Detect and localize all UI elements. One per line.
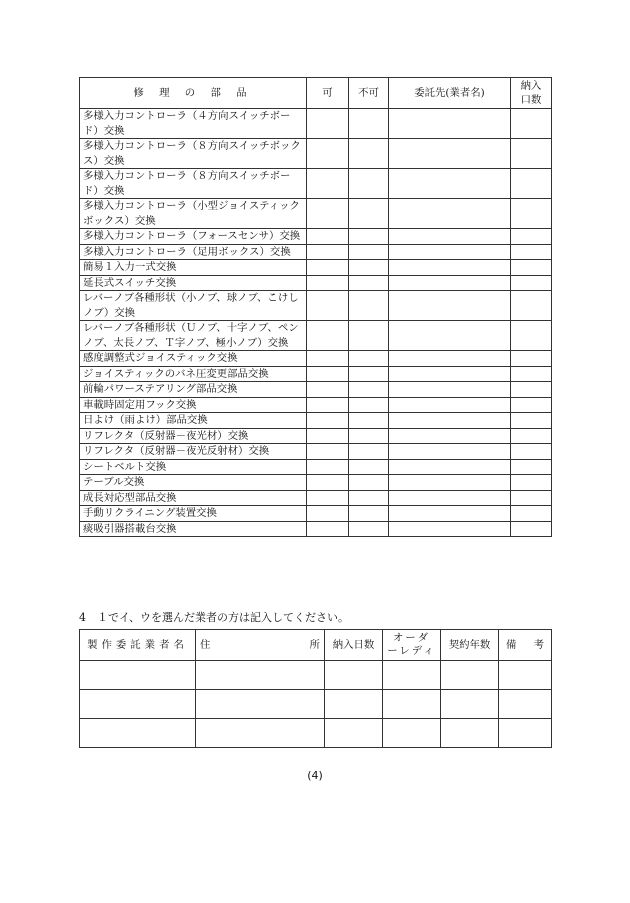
remarks-cell[interactable] xyxy=(499,690,552,719)
delivery-days-cell[interactable] xyxy=(511,366,552,382)
delivery-days-cell[interactable] xyxy=(511,199,552,229)
vendor-name-cell[interactable] xyxy=(80,661,196,690)
part-name-cell: 多様入力コントローラ（フォースセンサ）交換 xyxy=(80,229,307,245)
contractor-cell[interactable] xyxy=(389,229,511,245)
header-ok: 可 xyxy=(307,78,349,109)
table-row xyxy=(80,459,552,475)
ok-cell[interactable] xyxy=(307,413,349,429)
table-row xyxy=(80,444,552,460)
table-row xyxy=(80,475,552,491)
ok-cell[interactable] xyxy=(307,139,349,169)
header-part: 修 理 の 部 品 xyxy=(80,78,307,109)
not-ok-cell[interactable] xyxy=(349,506,389,522)
delivery-days-cell[interactable] xyxy=(511,444,552,460)
contractor-cell[interactable] xyxy=(389,275,511,291)
contractor-cell[interactable] xyxy=(389,321,511,351)
header-not-ok: 不可 xyxy=(349,78,389,109)
part-name-cell: レバーノブ各種形状（小ノブ、球ノブ、こけしノブ）交換 xyxy=(80,291,307,321)
contractor-cell[interactable] xyxy=(389,475,511,491)
header-remarks-a: 備 xyxy=(506,638,517,651)
remarks-cell[interactable] xyxy=(499,661,552,690)
ok-cell[interactable] xyxy=(307,506,349,522)
not-ok-cell[interactable] xyxy=(349,459,389,475)
header-vendor-delivery-days: 納入日数 xyxy=(325,630,383,661)
part-name-cell: 多様入力コントローラ（４方向スイッチボード）交換 xyxy=(80,109,307,139)
table-row xyxy=(80,139,552,169)
header-address-a: 住 xyxy=(200,638,211,651)
not-ok-cell[interactable] xyxy=(349,139,389,169)
table-row xyxy=(80,321,552,351)
header-address xyxy=(196,630,325,661)
table-row xyxy=(80,366,552,382)
not-ok-cell[interactable] xyxy=(349,428,389,444)
address-cell[interactable] xyxy=(196,719,325,748)
header-delivery-days: 納入口数 xyxy=(511,78,552,109)
contract-years-cell[interactable] xyxy=(441,690,499,719)
part-name-cell: ジョイスティックのバネ圧変更部品交換 xyxy=(80,366,307,382)
table-row xyxy=(80,229,552,245)
remarks-cell[interactable] xyxy=(499,719,552,748)
contractor-cell[interactable] xyxy=(389,109,511,139)
part-name-cell: テーブル交換 xyxy=(80,475,307,491)
ok-cell[interactable] xyxy=(307,366,349,382)
table-row xyxy=(80,351,552,367)
part-name-cell: 車載時固定用フック交換 xyxy=(80,397,307,413)
contract-years-cell[interactable] xyxy=(441,661,499,690)
contractor-cell[interactable] xyxy=(389,506,511,522)
ok-cell[interactable] xyxy=(307,229,349,245)
part-name-cell: 手動リクライニング装置交換 xyxy=(80,506,307,522)
order-made-cell[interactable] xyxy=(383,719,441,748)
delivery-days-cell[interactable] xyxy=(511,521,552,537)
delivery-days-cell[interactable] xyxy=(511,506,552,522)
table-row xyxy=(80,690,552,719)
part-name-cell: 多様入力コントローラ（８方向スイッチボックス）交換 xyxy=(80,139,307,169)
not-ok-cell[interactable] xyxy=(349,275,389,291)
ok-cell[interactable] xyxy=(307,244,349,260)
ok-cell[interactable] xyxy=(307,199,349,229)
ok-cell[interactable] xyxy=(307,397,349,413)
vendor-name-cell[interactable] xyxy=(80,719,196,748)
not-ok-cell[interactable] xyxy=(349,260,389,276)
not-ok-cell[interactable] xyxy=(349,521,389,537)
address-cell[interactable] xyxy=(196,690,325,719)
ok-cell[interactable] xyxy=(307,109,349,139)
contractor-cell[interactable] xyxy=(389,413,511,429)
part-name-cell: 成長対応型部品交換 xyxy=(80,490,307,506)
contractor-cell[interactable] xyxy=(389,366,511,382)
part-name-cell: 多様入力コントローラ（小型ジョイスティックボックス）交換 xyxy=(80,199,307,229)
delivery-days-cell[interactable] xyxy=(511,244,552,260)
contractor-cell[interactable] xyxy=(389,521,511,537)
part-name-cell: リフレクタ（反射器－夜光反射材）交換 xyxy=(80,444,307,460)
table-row xyxy=(80,661,552,690)
delivery-days-cell[interactable] xyxy=(511,229,552,245)
not-ok-cell[interactable] xyxy=(349,109,389,139)
not-ok-cell[interactable] xyxy=(349,475,389,491)
table-row xyxy=(80,169,552,199)
contract-years-cell[interactable] xyxy=(441,719,499,748)
not-ok-cell[interactable] xyxy=(349,366,389,382)
not-ok-cell[interactable] xyxy=(349,321,389,351)
part-name-cell: 延長式スイッチ交換 xyxy=(80,275,307,291)
table-row xyxy=(80,382,552,398)
contractor-cell[interactable] xyxy=(389,459,511,475)
part-name-cell: 痰吸引器搭載台交換 xyxy=(80,521,307,537)
table-row xyxy=(80,109,552,139)
not-ok-cell[interactable] xyxy=(349,382,389,398)
ok-cell[interactable] xyxy=(307,169,349,199)
table-row xyxy=(80,260,552,276)
delivery-days-cell[interactable] xyxy=(511,291,552,321)
table-row xyxy=(80,244,552,260)
contractor-cell[interactable] xyxy=(389,382,511,398)
not-ok-cell[interactable] xyxy=(349,413,389,429)
header-contractor: 委託先(業者名) xyxy=(389,78,511,109)
part-name-cell: 多様入力コントローラ（足用ボックス）交換 xyxy=(80,244,307,260)
delivery-days-cell[interactable] xyxy=(511,459,552,475)
contractor-cell[interactable] xyxy=(389,199,511,229)
ok-cell[interactable] xyxy=(307,351,349,367)
contractor-cell[interactable] xyxy=(389,428,511,444)
table-row xyxy=(80,719,552,748)
instruction-note: 4 １でイ、ウを選んだ業者の方は記入してください。 xyxy=(79,611,350,624)
not-ok-cell[interactable] xyxy=(349,444,389,460)
vendor-table xyxy=(79,629,552,748)
not-ok-cell[interactable] xyxy=(349,397,389,413)
delivery-days-cell[interactable] xyxy=(511,413,552,429)
table-row xyxy=(80,490,552,506)
header-remarks-b: 考 xyxy=(533,638,544,651)
delivery-days-cell[interactable] xyxy=(511,109,552,139)
order-made-cell[interactable] xyxy=(383,690,441,719)
contractor-cell[interactable] xyxy=(389,260,511,276)
delivery-days-cell[interactable] xyxy=(511,428,552,444)
ok-cell[interactable] xyxy=(307,275,349,291)
header-contract-years: 契約年数 xyxy=(441,630,499,661)
ok-cell[interactable] xyxy=(307,291,349,321)
table-row xyxy=(80,275,552,291)
delivery-days-cell[interactable] xyxy=(511,351,552,367)
vendor-table-body xyxy=(80,661,552,748)
header-address-b: 所 xyxy=(309,638,320,651)
contractor-cell[interactable] xyxy=(389,351,511,367)
part-name-cell: リフレクタ（反射器－夜光材）交換 xyxy=(80,428,307,444)
ok-cell[interactable] xyxy=(307,490,349,506)
table-row xyxy=(80,428,552,444)
contractor-cell[interactable] xyxy=(389,244,511,260)
ok-cell[interactable] xyxy=(307,321,349,351)
not-ok-cell[interactable] xyxy=(349,490,389,506)
parts-table xyxy=(79,77,552,537)
not-ok-cell[interactable] xyxy=(349,351,389,367)
delivery-days-cell[interactable] xyxy=(511,139,552,169)
part-name-cell: 多様入力コントローラ（８方向スイッチボード）交換 xyxy=(80,169,307,199)
page-number: (4) xyxy=(307,769,323,782)
ok-cell[interactable] xyxy=(307,260,349,276)
delivery-days-cell[interactable] xyxy=(511,321,552,351)
part-name-cell: シートベルト交換 xyxy=(80,459,307,475)
header-remarks xyxy=(499,630,552,661)
contractor-cell[interactable] xyxy=(389,444,511,460)
part-name-cell: レバーノブ各種形状（Ｕノブ、十字ノブ、ペンノブ、太長ノブ、Ｔ字ノブ、極小ノブ）交換 xyxy=(80,321,307,351)
delivery-days-cell[interactable] xyxy=(325,719,383,748)
not-ok-cell[interactable] xyxy=(349,169,389,199)
delivery-days-cell[interactable] xyxy=(511,475,552,491)
contractor-cell[interactable] xyxy=(389,169,511,199)
not-ok-cell[interactable] xyxy=(349,291,389,321)
header-vendor-name: 製作委託業者名 xyxy=(80,630,196,661)
table-row xyxy=(80,506,552,522)
contractor-cell[interactable] xyxy=(389,291,511,321)
table-row xyxy=(80,291,552,321)
delivery-days-cell[interactable] xyxy=(325,690,383,719)
not-ok-cell[interactable] xyxy=(349,229,389,245)
delivery-days-cell[interactable] xyxy=(511,169,552,199)
part-name-cell: 前輪パワーステアリング部品交換 xyxy=(80,382,307,398)
contractor-cell[interactable] xyxy=(389,490,511,506)
ok-cell[interactable] xyxy=(307,382,349,398)
ok-cell[interactable] xyxy=(307,475,349,491)
order-made-cell[interactable] xyxy=(383,661,441,690)
delivery-days-cell[interactable] xyxy=(511,275,552,291)
not-ok-cell[interactable] xyxy=(349,244,389,260)
ok-cell[interactable] xyxy=(307,428,349,444)
table-row xyxy=(80,521,552,537)
delivery-days-cell[interactable] xyxy=(511,490,552,506)
delivery-days-cell[interactable] xyxy=(511,382,552,398)
contractor-cell[interactable] xyxy=(389,397,511,413)
delivery-days-cell[interactable] xyxy=(325,661,383,690)
ok-cell[interactable] xyxy=(307,444,349,460)
delivery-days-cell[interactable] xyxy=(511,397,552,413)
contractor-cell[interactable] xyxy=(389,139,511,169)
address-cell[interactable] xyxy=(196,661,325,690)
part-name-cell: 感度調整式ジョイスティック交換 xyxy=(80,351,307,367)
part-name-cell: 簡易１入力一式交換 xyxy=(80,260,307,276)
ok-cell[interactable] xyxy=(307,521,349,537)
part-name-cell: 日よけ（雨よけ）部品交換 xyxy=(80,413,307,429)
header-order-made: オーダーレディ xyxy=(383,630,441,661)
table-row xyxy=(80,397,552,413)
table-row xyxy=(80,199,552,229)
parts-table-body xyxy=(80,109,552,537)
delivery-days-cell[interactable] xyxy=(511,260,552,276)
table-row xyxy=(80,413,552,429)
vendor-name-cell[interactable] xyxy=(80,690,196,719)
not-ok-cell[interactable] xyxy=(349,199,389,229)
ok-cell[interactable] xyxy=(307,459,349,475)
